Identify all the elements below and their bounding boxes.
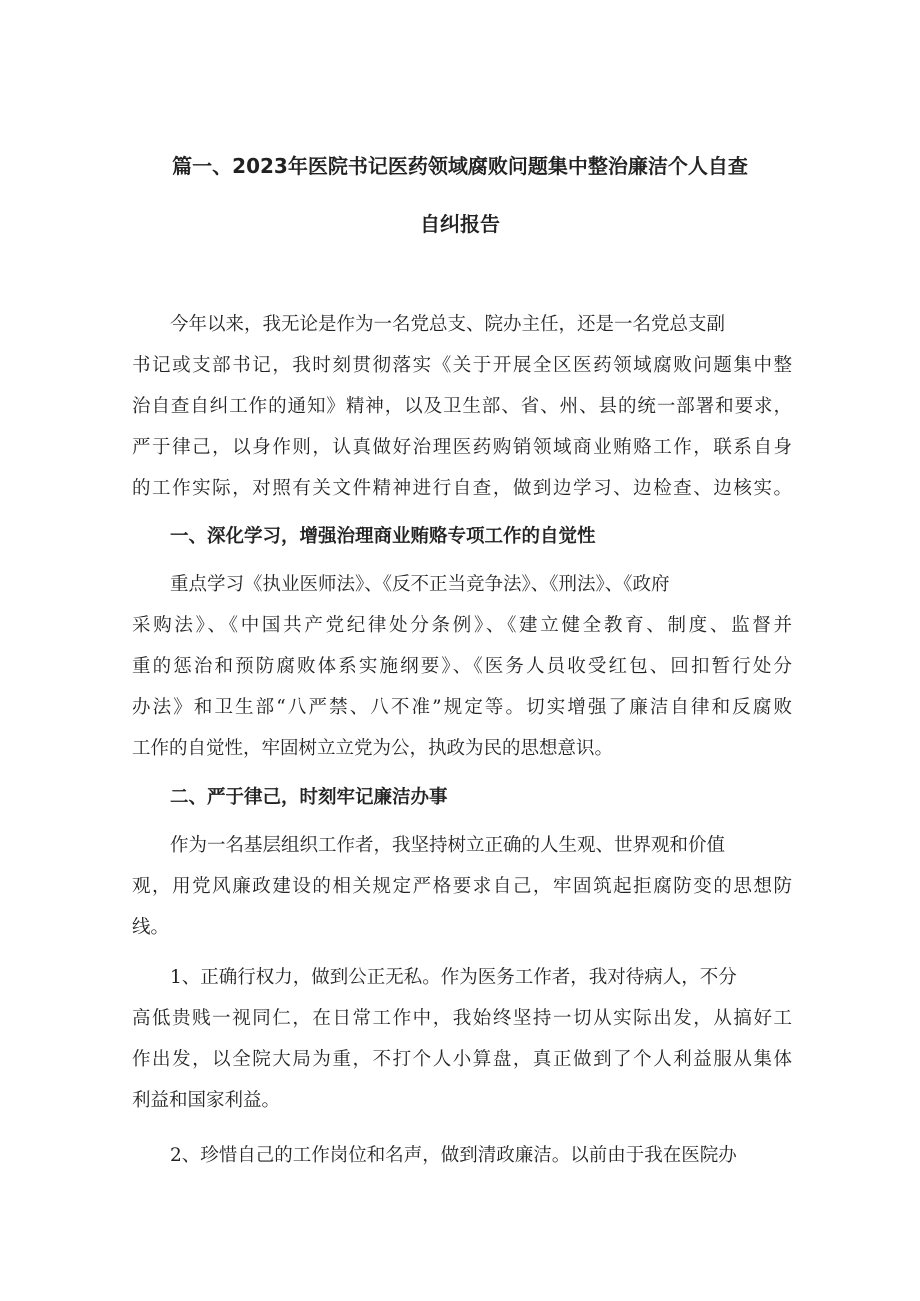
paragraph-item1-line: 作出发，以全院大局为重，不打个人小算盘，真正做到了个人利益服从集体 [132, 1049, 792, 1070]
paragraph-discipline-line: 作为一名基层组织工作者，我坚持树立正确的人生观、世界观和价值 [170, 835, 726, 856]
document-title-line-2: 自纠报告 [420, 212, 500, 236]
paragraph-study-line: 重的惩治和预防腐败体系实施纲要》、《医务人员收受红包、回扣暂行处分 [132, 656, 792, 677]
paragraph-intro-line: 严于律己，以身作则，认真做好治理医药购销领域商业贿赂工作，联系自身 [132, 437, 792, 458]
paragraph-discipline-line: 线。 [132, 917, 170, 938]
paragraph-item1-line: 利益和国家利益。 [132, 1090, 281, 1111]
paragraph-study-line: 工作的自觉性，牢固树立立党为公，执政为民的思想意识。 [132, 738, 614, 759]
section-heading-2: 二、严于律己，时刻牢记廉洁办事 [170, 787, 448, 808]
paragraph-study-line: 重点学习《执业医师法》、《反不正当竞争法》、《刑法》、《政府 [170, 574, 670, 595]
paragraph-intro-line: 治自查自纠工作的通知》精神，以及卫生部、省、州、县的统一部署和要求， [132, 396, 792, 417]
paragraph-intro-line: 今年以来，我无论是作为一名党总支、院办主任，还是一名党总支副 [170, 314, 726, 335]
paragraph-intro-line: 书记或支部书记，我时刻贯彻落实《关于开展全区医药领域腐败问题集中整 [132, 355, 792, 376]
paragraph-item1-line: 高低贵贱一视同仁，在日常工作中，我始终坚持一切从实际出发，从搞好工 [132, 1008, 792, 1029]
paragraph-item1-line: 1、正确行权力，做到公正无私。作为医务工作者，我对待病人，不分 [170, 967, 737, 988]
paragraph-intro-line: 的工作实际，对照有关文件精神进行自查，做到边学习、边检查、边核实。 [132, 478, 792, 499]
paragraph-study-line: 采购法》、《中国共产党纪律处分条例》、《建立健全教育、制度、监督并 [132, 615, 792, 636]
paragraph-study-line: 办法》和卫生部“八严禁、八不准”规定等。切实增强了廉洁自律和反腐败 [132, 697, 792, 718]
paragraph-discipline-line: 观，用党风廉政建设的相关规定严格要求自己，牢固筑起拒腐防变的思想防 [132, 876, 792, 897]
paragraph-item2-line: 2、珍惜自己的工作岗位和名声，做到清政廉洁。以前由于我在医院办 [170, 1145, 737, 1166]
section-heading-1: 一、深化学习，增强治理商业贿赂专项工作的自觉性 [170, 526, 596, 547]
document-title-line-1: 篇一、2023年医院书记医药领域腐败问题集中整治廉洁个人自查 [172, 154, 748, 178]
